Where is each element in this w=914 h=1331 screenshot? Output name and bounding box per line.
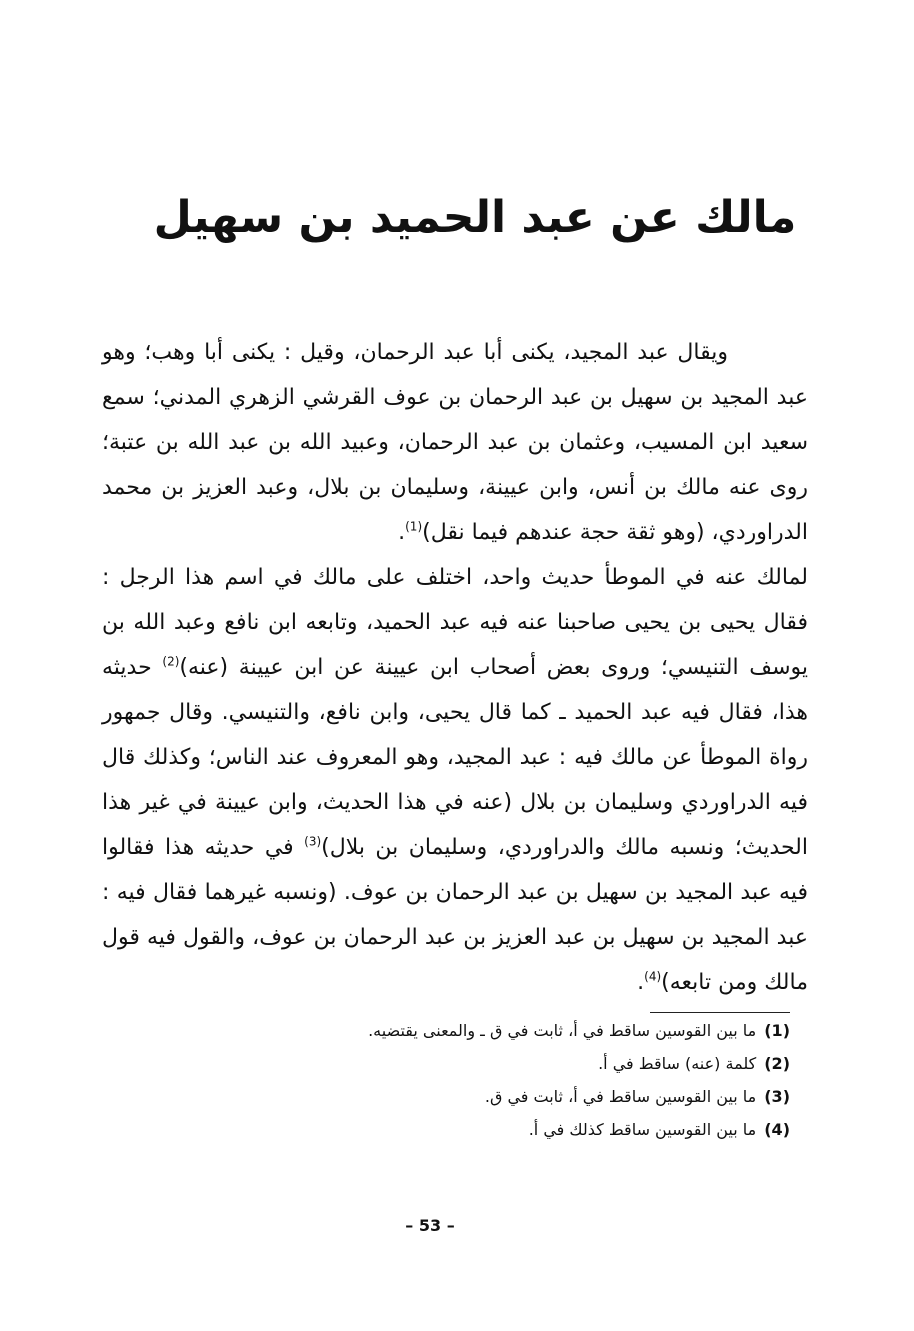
paragraph-1-text: ويقال عبد المجيد، يكنى أبا عبد الرحمان، وقيل : يكنى أبا وهب؛ وهو عبد المجيد بن سهيل بن عبد الرحمان بن عوف القرشي الزهري المدني؛ سمع سعيد ابن المسيب، وعثمان بن عبد الرحمان، وعبيد الله بن عبد الله بن عتبة؛ روى عنه مالك بن أنس، وابن عيينة، وسليمان بن بلال، وعبد العزيز بن محمد الدراوردي، (وهو ثقة حجة عندهم فيما نقل) [102, 340, 808, 545]
footnote-text: كلمة (عنه) ساقط في أ. [598, 1054, 757, 1073]
paragraph-2-part-a: لمالك عنه في الموطأ حديث واحد، اختلف على مالك في اسم هذا الرجل : فقال يحيى بن يحيى صاحبنا عنه فيه عبد الحميد، وتابعه ابن نافع وعبد الله بن يوسف التنيسي؛ وروى بعض أصحاب ابن عيينة عن ابن عيينة (عنه) [102, 565, 808, 680]
paragraph-2-part-b: حديثه هذا، فقال فيه عبد الحميد ـ كما قال يحيى، وابن نافع، والتنيسي. وقال جمهور رواة الموطأ عن مالك فيه : عبد المجيد، وهو المعروف عند الناس؛ وكذلك قال فيه الدراوردي وسليمان بن بلال (عنه في هذا الحديث، وابن عيينة في غير هذا الحديث؛ ونسبه مالك والدراوردي، وسليمان بن بلال) [102, 655, 808, 860]
paragraph-1-end: . [398, 520, 406, 545]
footnote-ref-1: (1) [405, 519, 423, 534]
footnote-number: (2) [764, 1054, 790, 1073]
paragraph-1 [102, 330, 808, 555]
paragraph-2-part-c: في حديثه هذا فقالوا فيه عبد المجيد بن سهيل بن عبد الرحمان بن عوف. (ونسبه غيرهما فقال فيه : عبد المجيد بن سهيل بن عبد العزيز بن عبد الرحمان بن عوف، والقول فيه قول مالك ومن تابعه) [102, 835, 808, 995]
footnote-ref-2: (2) [162, 654, 180, 669]
footnote-text: ما بين القوسين ساقط كذلك في أ. [528, 1120, 757, 1139]
footnote-3 [270, 1080, 790, 1113]
paragraph-2-end: . [637, 970, 645, 995]
footnote-4 [270, 1113, 790, 1146]
footnote-divider [650, 1012, 790, 1013]
footnote-number: (1) [764, 1021, 790, 1040]
main-text [102, 330, 808, 1005]
page-number: – 53 – [405, 1216, 455, 1235]
footnote-ref-3: (3) [304, 834, 322, 849]
paragraph-2 [102, 555, 808, 1005]
chapter-title: مالك عن عبد الحميد بن سهيل [153, 192, 797, 243]
footnote-number: (3) [764, 1087, 790, 1106]
footnote-1 [270, 1014, 790, 1047]
footnote-2 [270, 1047, 790, 1080]
footnote-ref-4: (4) [644, 969, 662, 984]
footnote-text: ما بين القوسين ساقط في أ، ثابت في ق. [484, 1087, 757, 1106]
footnote-number: (4) [764, 1120, 790, 1139]
footnotes [270, 1014, 790, 1146]
footnote-text: ما بين القوسين ساقط في أ، ثابت في ق ـ والمعنى يقتضيه. [368, 1021, 757, 1040]
